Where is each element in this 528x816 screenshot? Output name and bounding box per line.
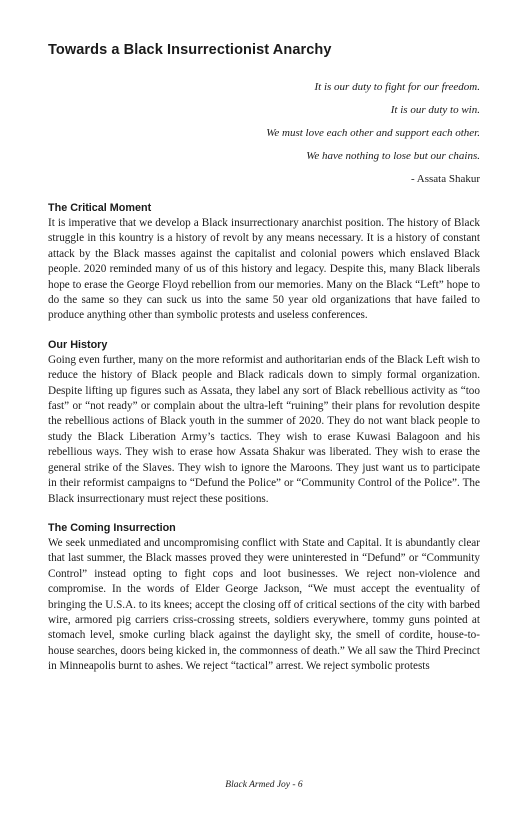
section-body: It is imperative that we develop a Black insurrectionary anarchist position. The history of Black struggle in this kountry is a history of revolt by any means necessary. It is a history of constant attack by the Black masses against the capitalist and colonial powers which enslaved Black people. 2020 reminded many of us of this history and legacy. Despite this, many Black liberals hope to erase the George Floyd rebellion from our memories. Many on the Black “Left” hope to do the same so they can suck us into the same 50 year old organizations that have failed to produce anything other than symbolic protests and useless conferences. (48, 217, 480, 322)
section-heading: The Coming Insurrection (48, 521, 176, 534)
epigraph (48, 76, 480, 191)
section-heading: Our History (48, 338, 108, 351)
epigraph-line: We must love each other and support each other. (266, 127, 480, 139)
section-body: Going even further, many on the more reformist and authoritarian ends of the Black Left wish to reduce the history of Black people and Black radicals down to simply formal organization. Despite lifting up figures such as Assata, they label any sort of Black rebellious activity as “too fast” or “not ready” or complain about the ultra-left “ruining” their plans for revolution despite the rebellious actions of Black youth in the summer of 2020. They do not want black people to study the Black Liberation Army’s tactics. They wish to erase Kuwasi Balagoon and his rebellious ways. They wish to erase how Assata Shakur was liberated. They wish to erase the general strike of the Slaves. They wish to ignore the Maroons. They just want us to participate in their reformist campaigns to “Defund the Police” or “Community Control of the Police”. The Black insurrectionary must reject these positions. (48, 353, 480, 505)
section-critical-moment (48, 201, 480, 324)
section-coming-insurrection (48, 521, 480, 675)
epigraph-line: It is our duty to fight for our freedom. (314, 81, 480, 93)
section-body: We seek unmediated and uncompromising conflict with State and Capital. It is abundantly clear that last summer, the Black masses proved they were uninterested in “Defund” or “Community Control” instead opting to fight cops and loot businesses. We reject non-violence and compromise. In the words of Elder George Jackson, “We must accept the eventuality of bringing the U.S.A. to its knees; accept the closing off of critical sections of the city with barbed wire, armored pig carriers criss-crossing streets, soldiers everywhere, tommy guns pointed at stomach level, smoke curling black against the daylight sky, the smell of cordite, house-to-house searches, doors being kicked in, the commonness of death.” We all saw the Third Precinct in Minneapolis burnt to ashes. We reject “tactical” arrest. We reject symbolic protests (48, 536, 480, 673)
page-footer: Black Armed Joy - 6 (225, 780, 303, 790)
section-our-history (48, 338, 480, 507)
section-heading: The Critical Moment (48, 202, 152, 214)
epigraph-line: We have nothing to lose but our chains. (306, 150, 480, 162)
epigraph-attribution: - Assata Shakur (410, 173, 480, 185)
epigraph-line: It is our duty to win. (390, 104, 480, 116)
page-title: Towards a Black Insurrectionist Anarchy (48, 42, 332, 58)
document-page (48, 42, 480, 689)
